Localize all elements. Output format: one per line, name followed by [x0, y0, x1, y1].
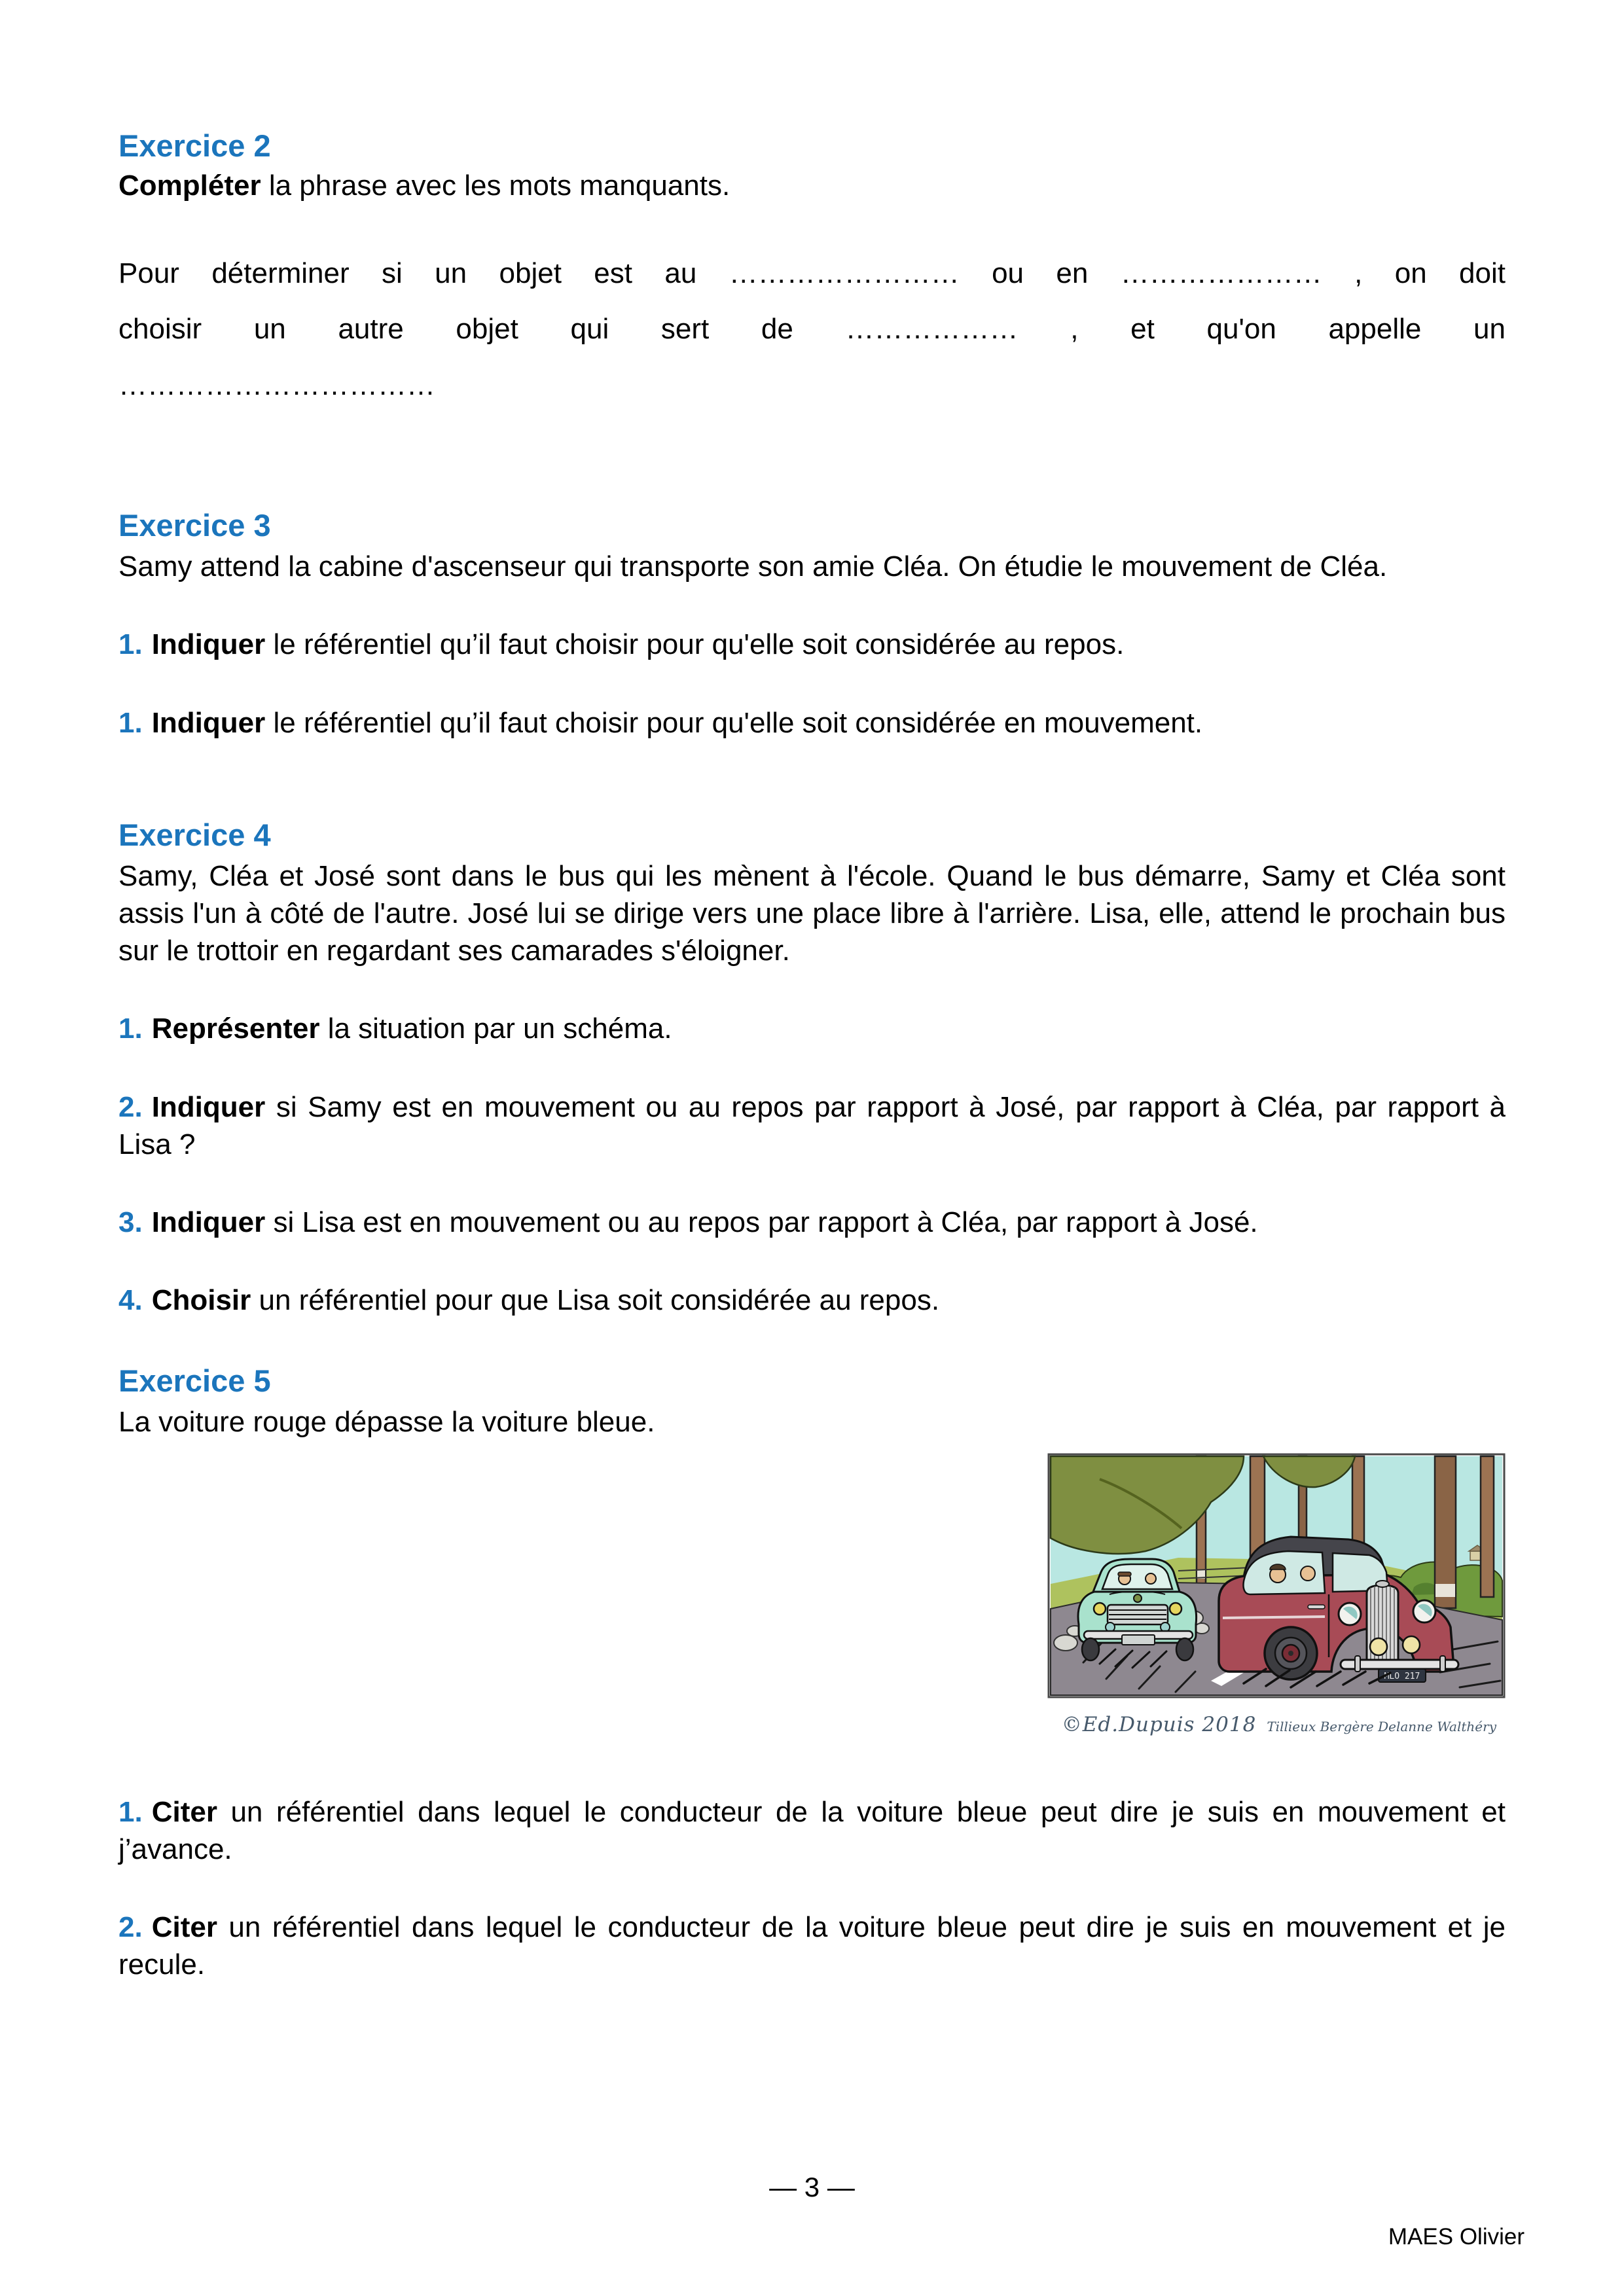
exercise-4-question-4 — [118, 1282, 1506, 1319]
exercise-3-question-1 — [118, 626, 1506, 663]
exercise-4-question-1 — [118, 1010, 1506, 1047]
author-name: MAES Olivier — [1388, 2224, 1525, 2250]
exercise-4-question-3 — [118, 1204, 1506, 1241]
exercise-4-title: Exercice 4 — [118, 817, 271, 852]
page-number: — 3 — — [769, 2172, 855, 2202]
question-text: un référentiel pour que Lisa soit considérée au repos. — [251, 1284, 940, 1317]
illustration-scene — [1051, 1456, 1502, 1695]
exercise-4-question-2 — [118, 1088, 1506, 1163]
question-text: le référentiel qu’il faut choisir pour qu'elle soit considérée au repos. — [265, 628, 1125, 661]
exercise-5-question-1 — [118, 1793, 1506, 1868]
cars-illustration — [1047, 1453, 1506, 1698]
question-number: 2. — [118, 1910, 143, 1943]
question-number: 1. — [118, 628, 143, 661]
question-verb: Indiquer — [151, 1090, 266, 1123]
question-verb: Indiquer — [151, 706, 266, 739]
question-number: 1. — [118, 1013, 143, 1045]
exercise-5-section — [118, 1361, 1506, 1983]
question-verb: Citer — [151, 1910, 217, 1943]
fill-in-paragraph — [118, 245, 1506, 414]
exercise-3-title: Exercice 3 — [118, 508, 271, 543]
exercise-3-section — [118, 505, 1506, 742]
illustration-artist-names: Tillieux Bergère Delanne Walthéry — [1267, 1718, 1496, 1734]
instruction-verb: Compléter — [118, 170, 261, 202]
question-text: la situation par un schéma. — [319, 1013, 672, 1045]
exercise-4-section — [118, 815, 1506, 1319]
exercise-3-statement: Samy attend la cabine d'ascenseur qui transporte son amie Cléa. On étudie le mouvement de Cléa. — [118, 550, 1388, 583]
question-text: si Samy est en mouvement ou au repos par rapport à José, par rapport à Cléa, par rapport à Lisa ? — [118, 1090, 1506, 1160]
fill-in-line-3: …………………………… — [118, 369, 435, 402]
exercise-2-title: Exercice 2 — [118, 128, 271, 163]
exercise-3-question-2 — [118, 704, 1506, 742]
question-number: 1. — [118, 1795, 143, 1828]
question-verb: Indiquer — [151, 1206, 266, 1238]
exercise-2-instruction — [118, 166, 1506, 206]
question-text: le référentiel qu’il faut choisir pour qu'elle soit considérée en mouvement. — [265, 706, 1203, 739]
question-verb: Représenter — [151, 1013, 320, 1045]
fill-in-line-1: Pour déterminer si un objet est au …………………… ou en ………………… , on doit — [118, 257, 1506, 289]
question-number: 2. — [118, 1090, 143, 1123]
exercise-5-question-2 — [118, 1909, 1506, 1983]
question-number: 1. — [118, 706, 143, 739]
exercise-2-section — [118, 126, 1506, 414]
exercise-5-statement: La voiture rouge dépasse la voiture bleue. — [118, 1406, 655, 1439]
question-number: 4. — [118, 1284, 143, 1317]
red-car-license-plate: MLO 217 — [1384, 1671, 1420, 1681]
question-text: si Lisa est en mouvement ou au repos par rapport à Cléa, par rapport à José. — [265, 1206, 1258, 1238]
cars-illustration-figure — [1047, 1453, 1506, 1738]
question-verb: Choisir — [151, 1284, 251, 1317]
question-text: un référentiel dans lequel le conducteur de la voiture bleue peut dire je suis en mouvement et je recule. — [118, 1910, 1506, 1981]
instruction-text: la phrase avec les mots manquants. — [261, 170, 731, 202]
question-number: 3. — [118, 1206, 143, 1238]
exercise-4-statement: Samy, Cléa et José sont dans le bus qui les mènent à l'école. Quand le bus démarre, Samy et Cléa sont assis l'un à côté de l'autre. José lui se dirige vers une place libre à l'arrière. Lisa, elle, attend le prochain bus sur le trottoir en regardant ses camarades s'éloigner. — [118, 859, 1506, 967]
question-verb: Indiquer — [151, 628, 266, 661]
illustration-caption — [1047, 1705, 1506, 1738]
question-text: un référentiel dans lequel le conducteur de la voiture bleue peut dire je suis en mouvement et j’avance. — [118, 1795, 1506, 1865]
exercise-5-title: Exercice 5 — [118, 1363, 271, 1399]
illustration-credit: ©Ed.Dupuis 2018 — [1061, 1712, 1257, 1736]
fill-in-line-2: choisir un autre objet qui sert de ……………… , et qu'on appelle un — [118, 313, 1506, 346]
question-verb: Citer — [151, 1795, 217, 1828]
